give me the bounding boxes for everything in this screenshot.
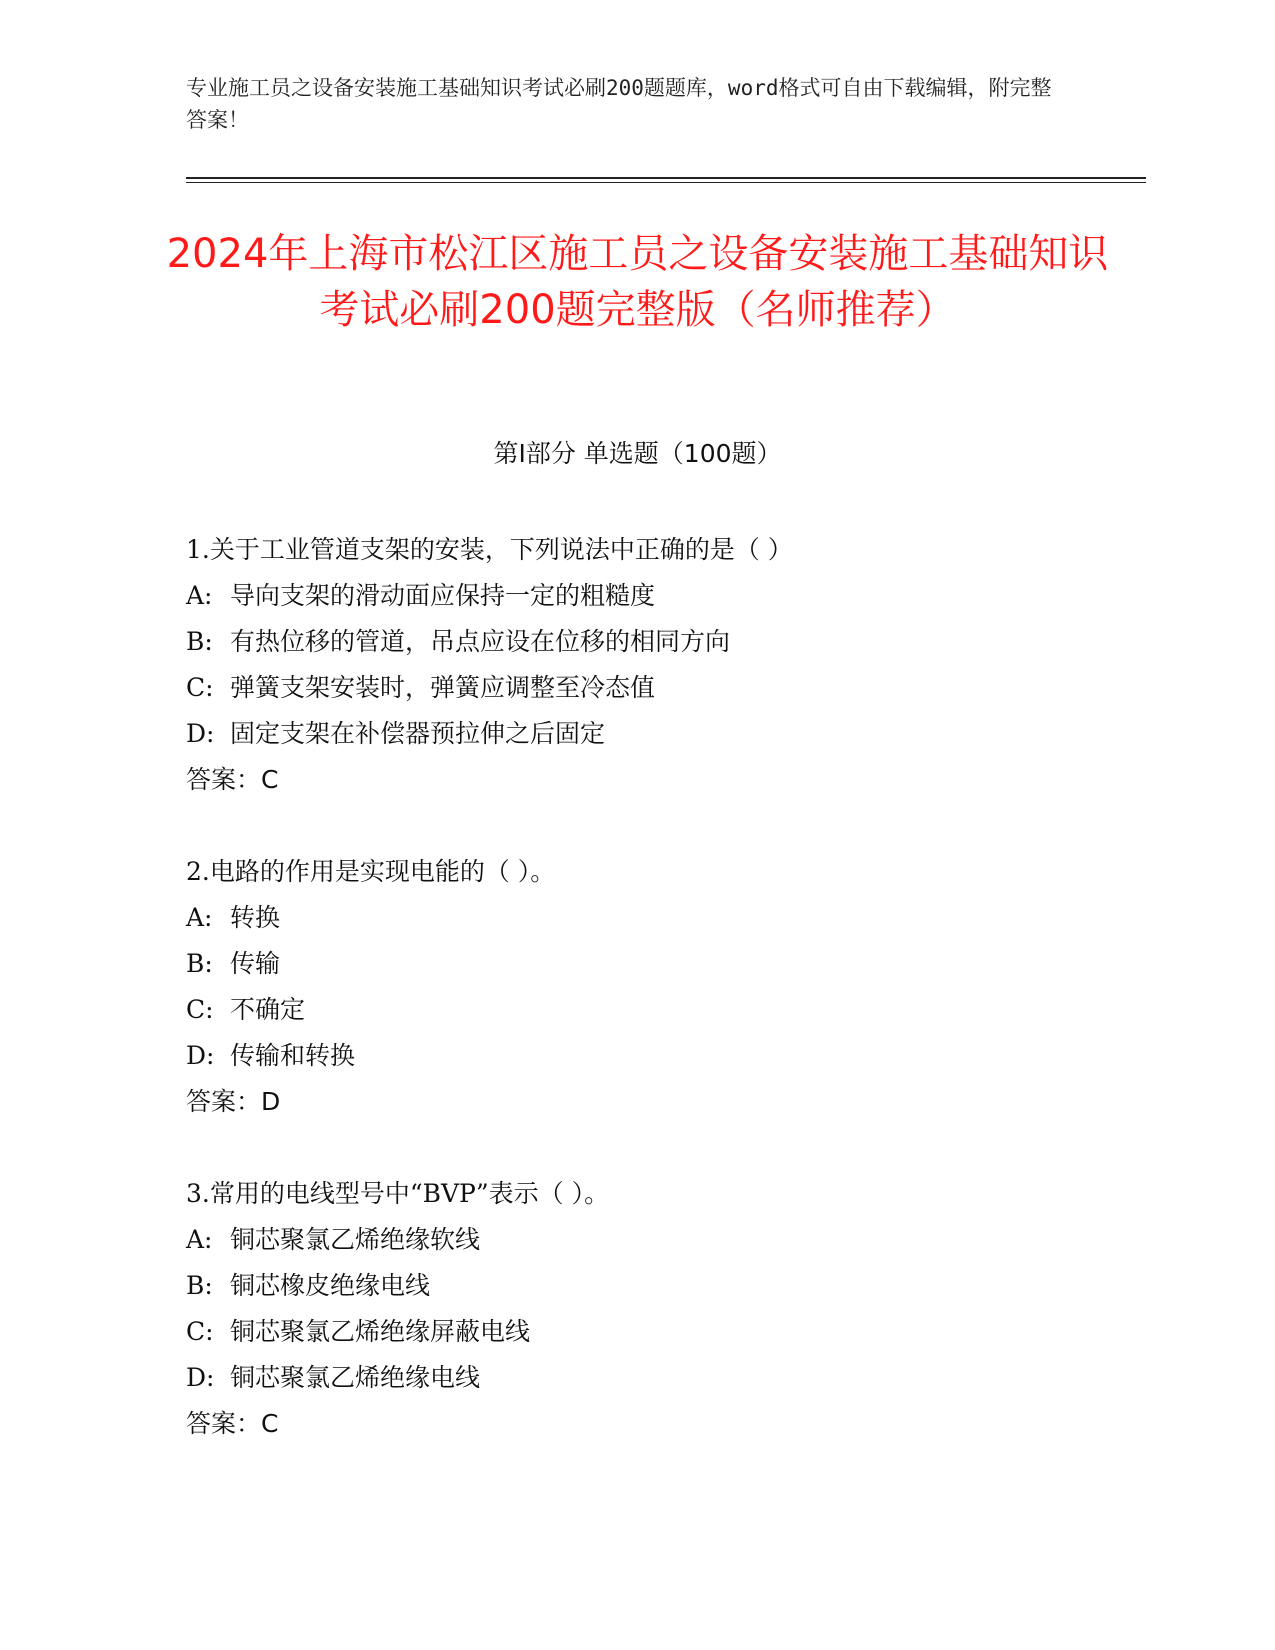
option-letter: C: [186, 1317, 214, 1346]
answer-line: 答案：D [186, 1087, 281, 1116]
option-a [186, 1217, 1086, 1263]
document-title: 2024年上海市松江区施工员之设备安装施工基础知识考试必刷200题完整版（名师推荐） [166, 231, 1109, 333]
option-text: 导向支架的滑动面应保持一定的粗糙度 [230, 581, 656, 610]
option-b [186, 619, 1086, 665]
option-text: 铜芯聚氯乙烯绝缘电线 [230, 1363, 481, 1392]
question-1 [186, 527, 1086, 803]
option-d [186, 711, 1086, 757]
option-b [186, 941, 1086, 987]
option-a [186, 573, 1086, 619]
option-a [186, 895, 1086, 941]
option-text: 传输和转换 [230, 1041, 356, 1070]
option-b [186, 1263, 1086, 1309]
option-d [186, 1355, 1086, 1401]
question-3 [186, 1171, 1086, 1447]
option-text: 铜芯橡皮绝缘电线 [230, 1271, 431, 1300]
option-text: 不确定 [230, 995, 306, 1024]
option-c [186, 987, 1086, 1033]
question-list [186, 527, 1086, 1493]
option-letter: A: [186, 1225, 213, 1254]
option-letter: A: [186, 903, 213, 932]
header-rule-thin [186, 182, 1146, 183]
option-letter: D: [186, 1041, 215, 1070]
option-letter: C: [186, 995, 214, 1024]
answer-line: 答案：C [186, 765, 279, 794]
question-stem: 1.关于工业管道支架的安装，下列说法中正确的是（ ） [186, 535, 793, 564]
question-stem: 2.电路的作用是实现电能的（ ）。 [186, 857, 556, 886]
option-letter: A: [186, 581, 213, 610]
option-text: 传输 [230, 949, 281, 978]
option-text: 铜芯聚氯乙烯绝缘软线 [230, 1225, 481, 1254]
option-letter: C: [186, 673, 214, 702]
option-text: 转换 [230, 903, 281, 932]
option-text: 有热位移的管道，吊点应设在位移的相同方向 [230, 627, 731, 656]
page-header-note: 专业施工员之设备安装施工基础知识考试必刷200题题库，word格式可自由下载编辑，附完整答案！ [186, 76, 1052, 132]
section-heading: 第Ⅰ部分 单选题（100题） [493, 439, 782, 468]
option-text: 弹簧支架安装时，弹簧应调整至冷态值 [230, 673, 656, 702]
option-c [186, 665, 1086, 711]
option-letter: B: [186, 949, 213, 978]
option-text: 铜芯聚氯乙烯绝缘屏蔽电线 [230, 1317, 531, 1346]
answer-line: 答案：C [186, 1409, 279, 1438]
question-2 [186, 849, 1086, 1125]
option-letter: B: [186, 627, 213, 656]
question-stem: 3.常用的电线型号中“BVP”表示（ ）。 [186, 1179, 610, 1208]
option-letter: B: [186, 1271, 213, 1300]
option-letter: D: [186, 1363, 215, 1392]
option-d [186, 1033, 1086, 1079]
option-text: 固定支架在补偿器预拉伸之后固定 [230, 719, 606, 748]
option-c [186, 1309, 1086, 1355]
header-rule-thick [186, 177, 1146, 179]
option-letter: D: [186, 719, 215, 748]
